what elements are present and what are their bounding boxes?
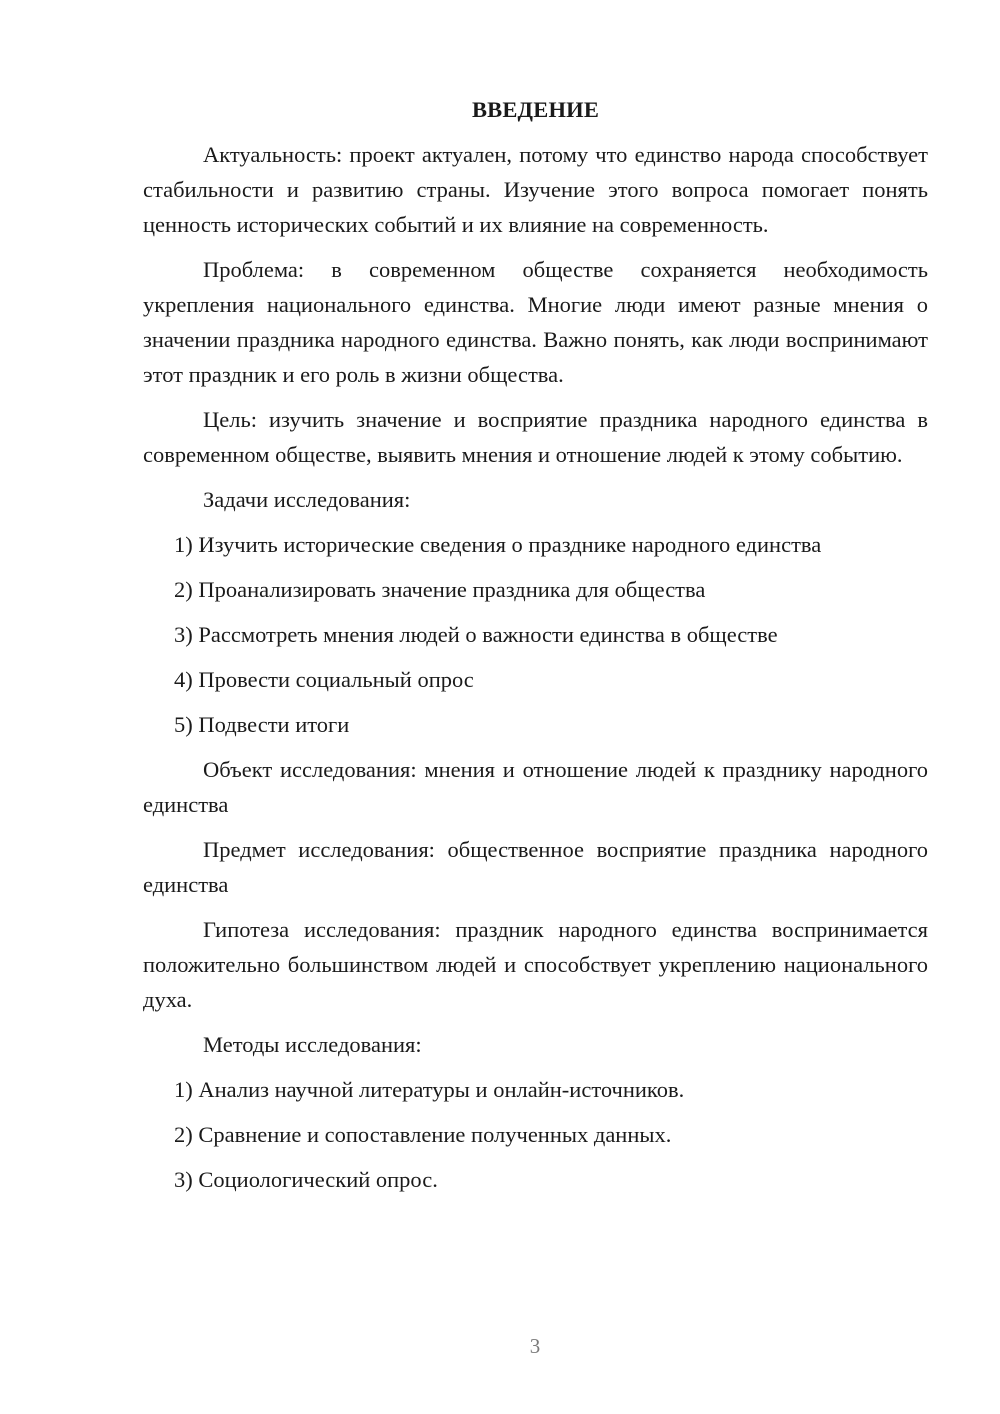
methods-list [143, 1072, 928, 1197]
subject-paragraph: Предмет исследования: общественное восприятие праздника народного единства [143, 837, 928, 897]
methods-heading: Методы исследования: [203, 1032, 422, 1057]
task-item: 4) Провести социальный опрос [174, 667, 474, 692]
task-item: 3) Рассмотреть мнения людей о важности единства в обществе [174, 622, 778, 647]
hypothesis-paragraph: Гипотеза исследования: праздник народного единства воспринимается положительно большинством людей и способствует укреплению национального духа. [143, 917, 928, 1012]
page-number: 3 [529, 1334, 541, 1358]
task-item: 2) Проанализировать значение праздника для общества [174, 577, 706, 602]
object-paragraph: Объект исследования: мнения и отношение людей к празднику народного единства [143, 757, 928, 817]
page-content [143, 92, 928, 1207]
page-title: ВВЕДЕНИЕ [471, 97, 600, 122]
method-item: 3) Социологический опрос. [174, 1167, 438, 1192]
problem-paragraph: Проблема: в современном обществе сохраняется необходимость укрепления национального единства. Многие люди имеют разные мнения о значении праздника народного единства. Важно понять, как люди воспринимают этот праздник и его роль в жизни общества. [143, 257, 928, 387]
task-item: 5) Подвести итоги [174, 712, 350, 737]
relevance-paragraph: Актуальность: проект актуален, потому что единство народа способствует стабильности и развитию страны. Изучение этого вопроса помогает понять ценность исторических событий и их влияние на современность. [143, 142, 928, 237]
task-item: 1) Изучить исторические сведения о празднике народного единства [174, 532, 822, 557]
goal-paragraph: Цель: изучить значение и восприятие праздника народного единства в современном обществе, выявить мнения и отношение людей к этому событию. [143, 407, 928, 467]
tasks-heading: Задачи исследования: [203, 487, 411, 512]
method-item: 2) Сравнение и сопоставление полученных данных. [174, 1122, 672, 1147]
tasks-list [143, 527, 928, 742]
method-item: 1) Анализ научной литературы и онлайн-источников. [174, 1077, 685, 1102]
